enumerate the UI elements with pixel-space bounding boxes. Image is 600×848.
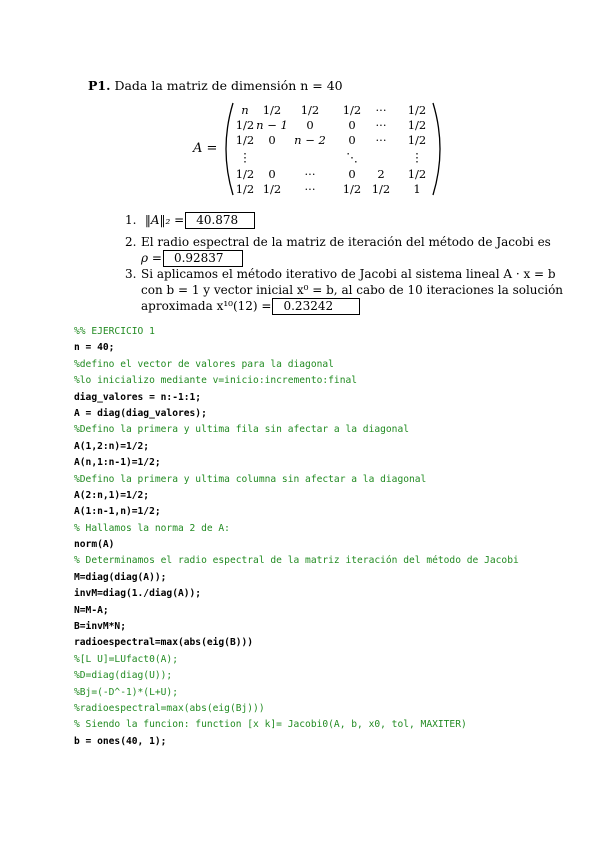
matrix-cell-r5-c4: 0 [348, 167, 356, 181]
code-comment-line: %D=diag(diag(U)); [74, 670, 173, 682]
code-comment-line: %Defino la primera y ultima fila sin afectar a la diagonal [74, 424, 410, 436]
matrix-cell-r1-c6: 1/2 [407, 103, 427, 117]
question-2 [125, 234, 551, 267]
matrix-cell-r3-c1: 1/2 [235, 133, 255, 147]
code-line: M=diag(diag(A)); [74, 571, 167, 583]
code-comment-line: %defino el vector de valores para la diagonal [74, 358, 334, 370]
question-1-label: ‖A‖₂ = [144, 213, 185, 227]
question-3-label: aproximada x¹⁰(12) = [141, 299, 272, 313]
code-line: invM=diag(1./diag(A)); [74, 588, 202, 600]
code-line: A = diag(diag_valores); [74, 407, 207, 419]
matrix-display [193, 101, 443, 197]
left-paren [226, 103, 233, 195]
matrix-cell-r6-c1: 1/2 [235, 182, 255, 196]
question-3-text-line2: con b = 1 y vector inicial x⁰ = b, al cabo de 10 iteraciones la solución [141, 283, 564, 297]
code-line: diag_valores = n:-1:1; [74, 391, 202, 403]
matrix-cell-r3-c5: ··· [375, 133, 387, 147]
code-comment-line: %[L U]=LUfact0(A); [74, 653, 178, 665]
matrix-cell-r1-c1: n [241, 103, 249, 117]
code-comment-line: %Bj=(-D^-1)*(L+U); [74, 686, 178, 698]
answer-3-field[interactable]: 0.23242 [272, 298, 360, 315]
question-3-number: 3. [125, 267, 137, 281]
code-line: A(2:n,1)=1/2; [74, 489, 150, 501]
matrix-cell-r5-c5: 2 [377, 167, 385, 181]
matrix-cell-r1-c5: ··· [375, 103, 387, 117]
code-line: A(n,1:n-1)=1/2; [74, 457, 161, 469]
matrix-cell-r4-c1: ⋮ [239, 150, 251, 164]
question-2-label: ρ = [141, 251, 162, 265]
matrix-cell-r2-c3: 0 [306, 118, 314, 132]
code-comment-line: %lo inicializo mediante v=inicio:incremento:final [74, 375, 358, 387]
matrix-cell-r6-c6: 1 [413, 182, 421, 196]
matrix-cell-r2-c5: ··· [375, 118, 387, 132]
matrix-cell-r6-c4: 1/2 [342, 182, 362, 196]
matrix-cell-r4-c6: ⋮ [411, 150, 423, 164]
matrix-cell-r3-c6: 1/2 [407, 133, 427, 147]
matrix-cell-r6-c5: 1/2 [371, 182, 391, 196]
problem-statement: Dada la matriz de dimensión n = 40 [114, 78, 343, 93]
code-comment-line: %Defino la primera y ultima columna sin afectar a la diagonal [74, 473, 427, 485]
question-2-text: El radio espectral de la matriz de iteración del método de Jacobi es [141, 235, 551, 249]
matrix-cell-r2-c6: 1/2 [407, 118, 427, 132]
code-line: A(1,2:n)=1/2; [74, 440, 150, 452]
code-line: radioespectral=max(abs(eig(B))) [74, 637, 254, 649]
matrix-cell-r4-c4: ⋱ [346, 150, 358, 164]
code-line: n = 40; [74, 342, 115, 354]
code-comment-line: % Determinamos el radio espectral de la matriz iteración del método de Jacobi [74, 555, 519, 567]
question-2-number: 2. [125, 235, 137, 249]
matrix-cell-r5-c6: 1/2 [407, 167, 427, 181]
code-line: b = ones(40, 1); [74, 735, 167, 747]
matrix-cell-r2-c4: 0 [348, 118, 356, 132]
question-1-number: 1. [125, 213, 137, 227]
matrix-cell-r5-c1: 1/2 [235, 167, 255, 181]
code-comment-line: % Siendo la funcion: function [x k]= Jacobi0(A, b, x0, tol, MAXITER) [74, 719, 467, 731]
matrix-cell-r3-c3: n − 2 [294, 133, 326, 147]
code-line: norm(A) [74, 539, 115, 551]
code-line: A(1:n-1,n)=1/2; [74, 506, 161, 518]
code-comment-line: % Hallamos la norma 2 de A: [74, 522, 230, 534]
matrix-name: A = [193, 141, 218, 156]
code-line: B=invM*N; [74, 621, 126, 633]
question-3-text-line1: Si aplicamos el método iterativo de Jacobi al sistema lineal A · x = b [141, 267, 556, 281]
matrix-cell-r1-c4: 1/2 [342, 103, 362, 117]
matrix-cell-r3-c2: 0 [268, 133, 276, 147]
matrix-cell-r5-c2: 0 [268, 167, 276, 181]
matrix-cell-r6-c3: ··· [304, 182, 316, 196]
problem-heading [88, 78, 343, 93]
matrix-cell-r2-c2: n − 1 [256, 118, 288, 132]
answer-2-field[interactable]: 0.92837 [163, 250, 243, 267]
question-3 [125, 266, 563, 315]
matrix-cell-r6-c2: 1/2 [262, 182, 282, 196]
code-line: N=M-A; [74, 604, 109, 616]
matrix-cell-r1-c2: 1/2 [262, 103, 282, 117]
question-1 [125, 212, 255, 229]
answer-1-field[interactable]: 40.878 [185, 212, 255, 229]
problem-label: P1. [88, 78, 111, 93]
right-paren [433, 103, 440, 195]
code-comment-line: %radioespectral=max(abs(eig(Bj))) [74, 702, 265, 714]
matrix-cell-r1-c3: 1/2 [300, 103, 320, 117]
matrix-svg [193, 101, 443, 197]
matrix-cell-r3-c4: 0 [348, 133, 356, 147]
matrix-cell-r5-c3: ··· [304, 167, 316, 181]
matrix-cell-r2-c1: 1/2 [235, 118, 255, 132]
matlab-code-listing [74, 324, 519, 750]
code-comment-line: %% EJERCICIO 1 [74, 326, 155, 337]
